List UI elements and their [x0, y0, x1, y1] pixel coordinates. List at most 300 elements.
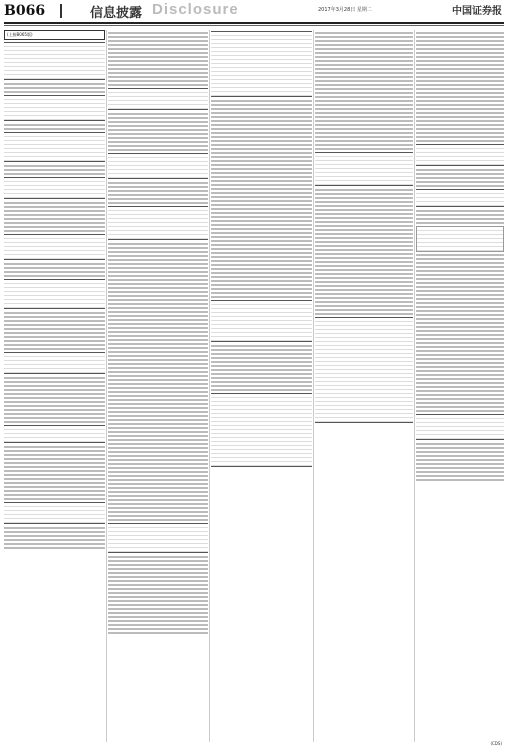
text-block: [211, 385, 312, 387]
text-block: [211, 361, 312, 363]
text-block: [4, 547, 105, 549]
text-block: [416, 104, 504, 106]
text-block: [108, 133, 208, 135]
text-block: [108, 596, 208, 598]
text-block: [416, 40, 504, 42]
text-block: [108, 580, 208, 582]
text-block: [108, 343, 208, 345]
text-block: [416, 56, 504, 58]
text-block: [416, 475, 504, 477]
text-block: [4, 222, 105, 224]
text-block: [315, 60, 413, 62]
text-block: [315, 124, 413, 126]
text-block: [4, 263, 105, 265]
text-block: [4, 275, 105, 277]
text-block: [211, 345, 312, 347]
text-block: [4, 466, 105, 468]
text-block: [108, 411, 208, 413]
text-block: [416, 451, 504, 453]
text-block: [108, 355, 208, 357]
text-block: [108, 323, 208, 325]
text-block: [4, 539, 105, 541]
text-block: [108, 331, 208, 333]
text-block: [108, 247, 208, 249]
text-block: [108, 137, 208, 139]
text-block: [416, 302, 504, 304]
text-block: [108, 620, 208, 622]
text-block: [416, 278, 504, 280]
page-end-marker: (CDS): [490, 741, 502, 746]
text-block: [416, 318, 504, 320]
text-block: [416, 80, 504, 82]
text-block: [416, 116, 504, 118]
text-block: [211, 144, 312, 146]
text-block: [416, 76, 504, 78]
financial-table: [4, 279, 105, 309]
text-block: [315, 257, 413, 259]
text-block: [108, 503, 208, 505]
text-block: [108, 375, 208, 377]
text-block: [108, 303, 208, 305]
text-block: [4, 214, 105, 216]
text-block: [211, 148, 312, 150]
column-divider: [414, 30, 415, 742]
text-block: [4, 124, 105, 126]
text-block: [315, 193, 413, 195]
text-block: [108, 68, 208, 70]
text-block: [211, 176, 312, 178]
text-block: [416, 390, 504, 392]
text-block: [108, 186, 208, 188]
boxed-table: [416, 226, 504, 252]
text-block: [4, 173, 105, 175]
text-block: [108, 291, 208, 293]
text-block: [211, 272, 312, 274]
text-block: [108, 419, 208, 421]
text-block: [108, 592, 208, 594]
text-block: [416, 262, 504, 264]
text-block: [211, 220, 312, 222]
text-block: [108, 311, 208, 313]
text-block: [108, 483, 208, 485]
text-block: [211, 296, 312, 298]
text-block: [416, 386, 504, 388]
text-block: [315, 68, 413, 70]
column-divider: [106, 30, 107, 742]
column-2: [108, 30, 208, 742]
text-block: [108, 519, 208, 521]
text-block: [416, 132, 504, 134]
text-block: [211, 120, 312, 122]
text-block: [315, 76, 413, 78]
text-block: [416, 350, 504, 352]
text-block: [108, 347, 208, 349]
text-block: [108, 141, 208, 143]
text-block: [108, 198, 208, 200]
text-block: [315, 136, 413, 138]
text-block: [108, 44, 208, 46]
text-block: [108, 612, 208, 614]
text-block: [4, 543, 105, 545]
text-block: [416, 310, 504, 312]
text-block: [211, 200, 312, 202]
column-5: [416, 30, 504, 742]
text-block: [4, 271, 105, 273]
text-block: [211, 256, 312, 258]
text-block: [108, 351, 208, 353]
text-block: [416, 181, 504, 183]
text-block: [108, 439, 208, 441]
text-block: [108, 190, 208, 192]
text-block: [211, 184, 312, 186]
text-block: [315, 44, 413, 46]
text-block: [416, 326, 504, 328]
text-block: [211, 180, 312, 182]
text-block: [4, 474, 105, 476]
text-block: [4, 527, 105, 529]
text-block: [4, 397, 105, 399]
text-block: [108, 564, 208, 566]
text-block: [108, 307, 208, 309]
text-block: [211, 224, 312, 226]
text-block: [211, 260, 312, 262]
text-block: [108, 511, 208, 513]
text-block: [4, 377, 105, 379]
text-block: [4, 169, 105, 171]
text-block: [416, 48, 504, 50]
text-block: [108, 359, 208, 361]
financial-table: [108, 206, 208, 240]
text-block: [315, 313, 413, 315]
text-block: [108, 202, 208, 204]
text-block: [315, 309, 413, 311]
text-block: [211, 244, 312, 246]
text-block: [315, 293, 413, 295]
text-block: [108, 479, 208, 481]
text-block: [108, 556, 208, 558]
text-block: [416, 338, 504, 340]
text-block: [315, 237, 413, 239]
text-block: [416, 406, 504, 408]
financial-table: [211, 300, 312, 342]
text-block: [315, 92, 413, 94]
text-block: [315, 249, 413, 251]
text-block: [108, 395, 208, 397]
text-block: [416, 463, 504, 465]
text-block: [416, 185, 504, 187]
text-block: [416, 314, 504, 316]
dateline: 2017年3月28日 星期二: [318, 7, 372, 13]
text-block: [211, 168, 312, 170]
text-block: [416, 120, 504, 122]
text-block: [416, 96, 504, 98]
text-block: [315, 100, 413, 102]
text-block: [315, 217, 413, 219]
text-block: [108, 271, 208, 273]
text-block: [108, 568, 208, 570]
text-block: [108, 576, 208, 578]
text-block: [416, 32, 504, 34]
text-block: [315, 189, 413, 191]
text-block: [108, 279, 208, 281]
text-block: [315, 148, 413, 150]
financial-table: [108, 88, 208, 110]
text-block: [315, 104, 413, 106]
text-block: [211, 152, 312, 154]
text-block: [108, 423, 208, 425]
text-block: [416, 177, 504, 179]
text-block: [4, 531, 105, 533]
financial-table: [4, 177, 105, 199]
text-block: [4, 336, 105, 338]
financial-table: [4, 132, 105, 162]
text-block: [416, 354, 504, 356]
text-block: [108, 319, 208, 321]
financial-table: [315, 152, 413, 186]
text-block: [211, 236, 312, 238]
text-block: [211, 112, 312, 114]
text-block: [416, 222, 504, 224]
text-block: [108, 315, 208, 317]
text-block: [416, 447, 504, 449]
text-block: [4, 409, 105, 411]
text-block: [416, 214, 504, 216]
header-divider: [60, 4, 62, 18]
text-block: [315, 112, 413, 114]
text-block: [416, 334, 504, 336]
column-divider: [313, 30, 314, 742]
text-block: [416, 290, 504, 292]
text-block: [4, 348, 105, 350]
text-block: [315, 209, 413, 211]
text-block: [4, 218, 105, 220]
text-block: [108, 32, 208, 34]
financial-table: [4, 425, 105, 443]
text-block: [416, 459, 504, 461]
text-block: [315, 269, 413, 271]
text-block: [108, 299, 208, 301]
text-block: [315, 36, 413, 38]
text-block: [108, 471, 208, 473]
text-block: [416, 112, 504, 114]
text-block: [211, 116, 312, 118]
column-4: [315, 30, 413, 742]
financial-table: [4, 352, 105, 374]
text-block: [416, 92, 504, 94]
text-block: [108, 287, 208, 289]
text-block: [4, 344, 105, 346]
text-block: [416, 258, 504, 260]
text-block: [4, 389, 105, 391]
text-block: [315, 52, 413, 54]
text-block: [211, 204, 312, 206]
text-block: [4, 87, 105, 89]
text-block: [211, 188, 312, 190]
section-title: 信息披露: [90, 6, 143, 21]
text-block: [4, 490, 105, 492]
text-block: [4, 494, 105, 496]
text-block: [211, 373, 312, 375]
text-block: [315, 205, 413, 207]
text-block: [211, 377, 312, 379]
text-block: [4, 332, 105, 334]
text-block: [108, 459, 208, 461]
text-block: [416, 443, 504, 445]
text-block: [211, 232, 312, 234]
text-block: [211, 353, 312, 355]
text-block: [211, 357, 312, 359]
text-block: [4, 381, 105, 383]
text-block: [416, 136, 504, 138]
text-block: [315, 132, 413, 134]
text-block: [416, 72, 504, 74]
text-block: [108, 259, 208, 261]
text-block: [4, 446, 105, 448]
text-block: [211, 381, 312, 383]
text-block: [108, 76, 208, 78]
text-block: [416, 298, 504, 300]
text-block: [211, 365, 312, 367]
text-block: [315, 197, 413, 199]
text-block: [4, 316, 105, 318]
text-block: [416, 374, 504, 376]
text-block: [4, 165, 105, 167]
text-block: [211, 216, 312, 218]
continuation-box-title: (上接B065版): [4, 30, 105, 40]
text-block: [416, 88, 504, 90]
text-block: [416, 398, 504, 400]
text-block: [211, 228, 312, 230]
text-block: [416, 294, 504, 296]
text-block: [416, 173, 504, 175]
text-block: [416, 342, 504, 344]
text-block: [4, 393, 105, 395]
text-block: [108, 275, 208, 277]
text-block: [211, 140, 312, 142]
text-block: [108, 616, 208, 618]
text-block: [108, 431, 208, 433]
text-block: [108, 383, 208, 385]
text-block: [108, 339, 208, 341]
text-block: [315, 80, 413, 82]
text-block: [211, 172, 312, 174]
text-block: [315, 277, 413, 279]
text-block: [108, 295, 208, 297]
page-header: [0, 0, 508, 22]
text-block: [211, 100, 312, 102]
text-block: [4, 417, 105, 419]
text-block: [211, 284, 312, 286]
text-block: [4, 340, 105, 342]
text-block: [315, 221, 413, 223]
text-block: [211, 252, 312, 254]
text-block: [416, 68, 504, 70]
text-block: [108, 584, 208, 586]
text-block: [4, 328, 105, 330]
text-block: [108, 363, 208, 365]
text-block: [315, 96, 413, 98]
text-block: [315, 245, 413, 247]
text-block: [108, 60, 208, 62]
text-block: [4, 462, 105, 464]
text-block: [211, 264, 312, 266]
text-block: [416, 266, 504, 268]
text-block: [416, 124, 504, 126]
text-block: [315, 265, 413, 267]
text-block: [4, 83, 105, 85]
text-block: [416, 286, 504, 288]
text-block: [4, 458, 105, 460]
text-block: [108, 387, 208, 389]
text-block: [416, 44, 504, 46]
text-block: [315, 213, 413, 215]
text-block: [4, 450, 105, 452]
text-block: [416, 330, 504, 332]
text-block: [4, 320, 105, 322]
section-title-en: Disclosure: [152, 1, 239, 18]
text-block: [108, 48, 208, 50]
text-block: [108, 367, 208, 369]
text-block: [108, 84, 208, 86]
text-block: [4, 498, 105, 500]
text-block: [416, 410, 504, 412]
text-block: [4, 535, 105, 537]
text-block: [4, 413, 105, 415]
text-block: [4, 421, 105, 423]
text-block: [416, 394, 504, 396]
text-block: [211, 108, 312, 110]
text-block: [416, 210, 504, 212]
text-block: [315, 128, 413, 130]
text-block: [211, 196, 312, 198]
text-block: [4, 202, 105, 204]
text-block: [108, 56, 208, 58]
text-block: [315, 241, 413, 243]
header-rule-thin: [4, 25, 504, 26]
text-block: [416, 467, 504, 469]
text-block: [315, 120, 413, 122]
text-block: [108, 36, 208, 38]
text-block: [108, 560, 208, 562]
text-block: [211, 268, 312, 270]
financial-table: [108, 153, 208, 179]
text-block: [108, 327, 208, 329]
text-block: [108, 371, 208, 373]
financial-table: [4, 95, 105, 121]
text-block: [211, 192, 312, 194]
text-block: [108, 263, 208, 265]
text-block: [108, 632, 208, 634]
text-block: [211, 136, 312, 138]
text-block: [211, 280, 312, 282]
text-block: [108, 80, 208, 82]
text-block: [4, 385, 105, 387]
text-block: [315, 64, 413, 66]
text-block: [315, 32, 413, 34]
text-block: [4, 230, 105, 232]
text-block: [108, 604, 208, 606]
text-block: [4, 486, 105, 488]
text-block: [108, 399, 208, 401]
text-block: [108, 588, 208, 590]
text-block: [416, 270, 504, 272]
column-divider: [209, 30, 210, 742]
text-block: [108, 121, 208, 123]
text-block: [108, 113, 208, 115]
text-block: [315, 289, 413, 291]
text-block: [108, 572, 208, 574]
text-block: [416, 362, 504, 364]
